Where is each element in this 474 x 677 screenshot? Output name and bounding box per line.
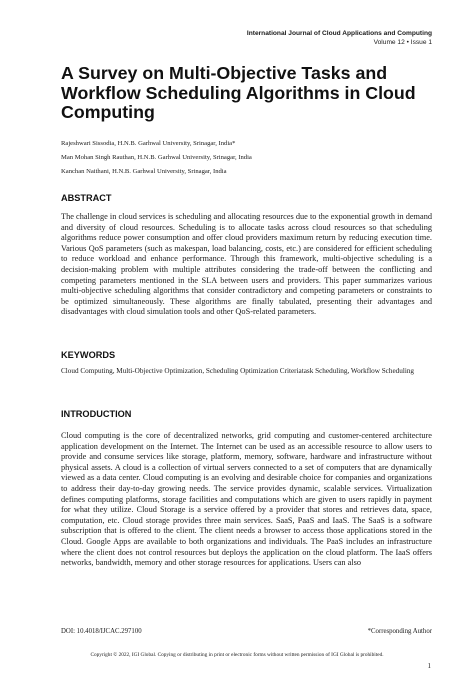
doi-text: DOI: 10.4018/IJCAC.297100 <box>61 628 142 635</box>
paper-title: A Survey on Multi-Objective Tasks and Workflow Scheduling Algorithms in Cloud Computing <box>61 63 416 122</box>
copyright-notice: Copyright © 2022, IGI Global. Copying or distributing in print or electronic forms without written permission of IGI Global is prohibited. <box>90 652 384 658</box>
author-2: Man Mohan Singh Rauthan, H.N.B. Garhwal University, Srinagar, India <box>61 154 252 162</box>
abstract-heading: ABSTRACT <box>61 193 112 203</box>
corresponding-author-note: *Corresponding Author <box>367 628 432 635</box>
introduction-text: Cloud computing is the core of decentralized networks, grid computing and customer-centered architecture application development on the Internet. The Internet can be used as an accessible resource to allow users to provide and consume services like storage, platform, memory, software, hardware and infrastructure without physical assets. A cloud is a collection of virtual servers connected to a set of computers that are dynamically viewed as a data center. Cloud computing is an evolving and desirable choice for companies and organizations to address their day-to-day growing needs. The service provides dynamic, scalable services. Virtualization defines computing platforms, storage facilities and computations which are given to users rapidly in payment for what they utilize. Cloud Storage is a service offered by a provider that stores and retrieves data, space, computation, etc. Cloud storage provides three main services. SaaS, PaaS and IaaS. The SaaS is a software subscription that is offered to the client. The client needs a browser to access those applications stored in the Cloud. Google Apps are available to both organizations and individuals. The PaaS includes an infrastructure where the client does not control resources but deploys the application on the cloud platform. The IaaS offers networks, bandwidth, memory and other storage resources for applications. Users can also <box>61 431 432 568</box>
page-number: 1 <box>427 662 431 670</box>
journal-header <box>247 29 432 47</box>
volume-issue: Volume 12 • Issue 1 <box>373 39 432 46</box>
introduction-heading: INTRODUCTION <box>61 409 132 419</box>
keywords-heading: KEYWORDS <box>61 350 116 360</box>
abstract-text: The challenge in cloud services is scheduling and allocating resources due to the exponential growth in demand and diversity of cloud resources. Scheduling is to allocate tasks across cloud resources so that scheduling algorithms reduce power consumption and offer cloud providers maximum return by reducing execution time. Various QoS parameters (such as makespan, load balancing, costs, etc.) are considered for efficient scheduling to reduce workload and enhance performance. Through this framework, multi-objective scheduling is a decision-making problem with multiple attributes considering the trade-off between the conflicting and competing parameters mentioned in the SLA between users and providers. This paper summarizes various multi-objective scheduling algorithms that consider contradictory and competing parameters or constraints to be optimized simultaneously. These algorithms are finally tabulated, presenting their advantages and disadvantages with cloud simulation tools and other QoS-related parameters. <box>61 212 432 317</box>
author-3: Kanchan Naithani, H.N.B. Garhwal University, Srinagar, India <box>61 168 227 176</box>
author-1: Rajeshwari Sissodia, H.N.B. Garhwal University, Srinagar, India* <box>61 140 236 147</box>
author-list <box>61 137 441 180</box>
journal-name: International Journal of Cloud Applications and Computing <box>246 30 432 37</box>
keywords-text: Cloud Computing, Multi-Objective Optimization, Scheduling Optimization Criteriatask Scheduling, Workflow Scheduling <box>61 367 415 375</box>
